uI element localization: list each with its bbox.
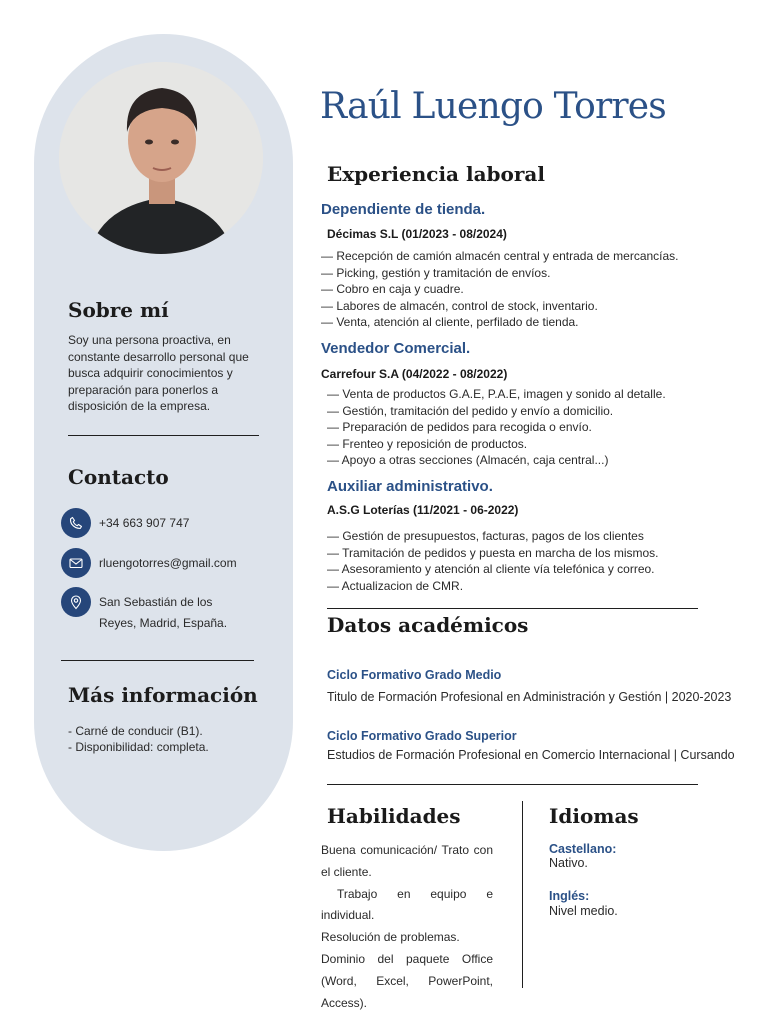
job-task: — Recepción de camión almacén central y entrada de mercancías. bbox=[321, 249, 679, 263]
job-company: Décimas S.L (01/2023 - 08/2024) bbox=[327, 227, 507, 241]
job-task: — Actualizacion de CMR. bbox=[327, 578, 464, 593]
location-pin-icon bbox=[61, 587, 91, 617]
skill-item: Trabajo en equipo e individual. bbox=[321, 886, 493, 923]
job-task: — Gestión de presupuestos, facturas, pagos de los clientes bbox=[327, 529, 644, 543]
job-task: — Cobro en caja y cuadre. bbox=[321, 282, 464, 296]
more-info-heading: Más información bbox=[68, 683, 258, 707]
contact-divider bbox=[61, 660, 254, 661]
job-task: — Asesoramiento y atención al cliente vía telefónica y correo. bbox=[327, 562, 655, 576]
education-heading: Datos académicos bbox=[327, 613, 529, 637]
language-level: Nativo. bbox=[549, 856, 588, 870]
profile-photo-image bbox=[59, 62, 263, 254]
experience-divider bbox=[327, 608, 698, 609]
candidate-name: Raúl Luengo Torres bbox=[320, 86, 666, 127]
education-description: Estudios de Formación Profesional en Comercio Internacional | Cursando bbox=[327, 748, 735, 762]
email-text[interactable]: rluengotorres@gmail.com bbox=[99, 556, 237, 570]
more-info-item: - Carné de conducir (B1). bbox=[68, 724, 203, 738]
skills-languages-divider bbox=[522, 801, 523, 988]
job-role: Auxiliar administrativo. bbox=[327, 478, 493, 495]
job-company: Carrefour S.A (04/2022 - 08/2022) bbox=[321, 367, 508, 381]
more-info-list bbox=[68, 724, 209, 755]
contact-heading: Contacto bbox=[68, 465, 169, 489]
languages-heading: Idiomas bbox=[549, 804, 639, 828]
language-level: Nivel medio. bbox=[549, 904, 618, 918]
job-role: Vendedor Comercial. bbox=[321, 340, 471, 357]
skills-list bbox=[321, 840, 493, 1014]
skill-item: Resolución de problemas. bbox=[321, 930, 460, 945]
job-task: — Tramitación de pedidos y puesta en marcha de los mismos. bbox=[327, 545, 659, 560]
job-task: — Preparación de pedidos para recogida o envío. bbox=[327, 420, 592, 434]
job-role: Dependiente de tienda. bbox=[321, 201, 486, 218]
skill-item: Dominio del paquete Office (Word, Excel, PowerPoint, Access). bbox=[321, 951, 493, 1010]
profile-photo bbox=[59, 62, 263, 254]
address-line-2: Reyes, Madrid, España. bbox=[99, 616, 228, 630]
job-task: — Venta, atención al cliente, perfilado de tienda. bbox=[321, 315, 579, 329]
address-line-1: San Sebastián de los bbox=[99, 595, 213, 609]
about-text: Soy una persona proactiva, en constante desarrollo personal que busca adquirir conocimientos y preparación para ponerlos a disposición de la empresa. bbox=[68, 333, 249, 413]
address-text bbox=[99, 587, 259, 634]
contact-phone bbox=[61, 508, 259, 538]
job-task: — Picking, gestión y tramitación de envíos. bbox=[321, 265, 551, 280]
job-tasks bbox=[327, 386, 666, 469]
job-task: — Labores de almacén, control de stock, inventario. bbox=[321, 298, 598, 313]
phone-icon bbox=[61, 508, 91, 538]
about-divider bbox=[68, 435, 259, 436]
job-tasks bbox=[327, 528, 659, 594]
language-name: Inglés: bbox=[549, 889, 590, 903]
more-info-item: - Disponibilidad: completa. bbox=[68, 739, 209, 754]
skills-heading: Habilidades bbox=[327, 804, 461, 828]
language-name: Castellano: bbox=[549, 842, 617, 856]
job-company: A.S.G Loterías (11/2021 - 06-2022) bbox=[327, 503, 519, 517]
job-task: — Frenteo y reposición de productos. bbox=[327, 436, 528, 451]
job-task: — Apoyo a otras secciones (Almacén, caja central...) bbox=[327, 453, 609, 467]
education-degree: Ciclo Formativo Grado Medio bbox=[327, 668, 502, 682]
skill-item: Buena comunicación/ Trato con el cliente. bbox=[321, 843, 493, 879]
email-icon bbox=[61, 548, 91, 578]
education-description: Titulo de Formación Profesional en Administración y Gestión | 2020-2023 bbox=[327, 690, 732, 704]
experience-heading: Experiencia laboral bbox=[327, 162, 545, 186]
job-task: — Venta de productos G.A.E, P.A.E, imagen y sonido al detalle. bbox=[327, 387, 666, 401]
education-divider bbox=[327, 784, 698, 785]
contact-email bbox=[61, 548, 259, 578]
job-tasks bbox=[321, 248, 679, 331]
education-degree: Ciclo Formativo Grado Superior bbox=[327, 729, 517, 743]
about-heading: Sobre mí bbox=[68, 298, 169, 322]
job-task: — Gestión, tramitación del pedido y envío a domicilio. bbox=[327, 403, 614, 418]
phone-text[interactable]: +34 663 907 747 bbox=[99, 516, 190, 530]
contact-address bbox=[61, 587, 259, 634]
